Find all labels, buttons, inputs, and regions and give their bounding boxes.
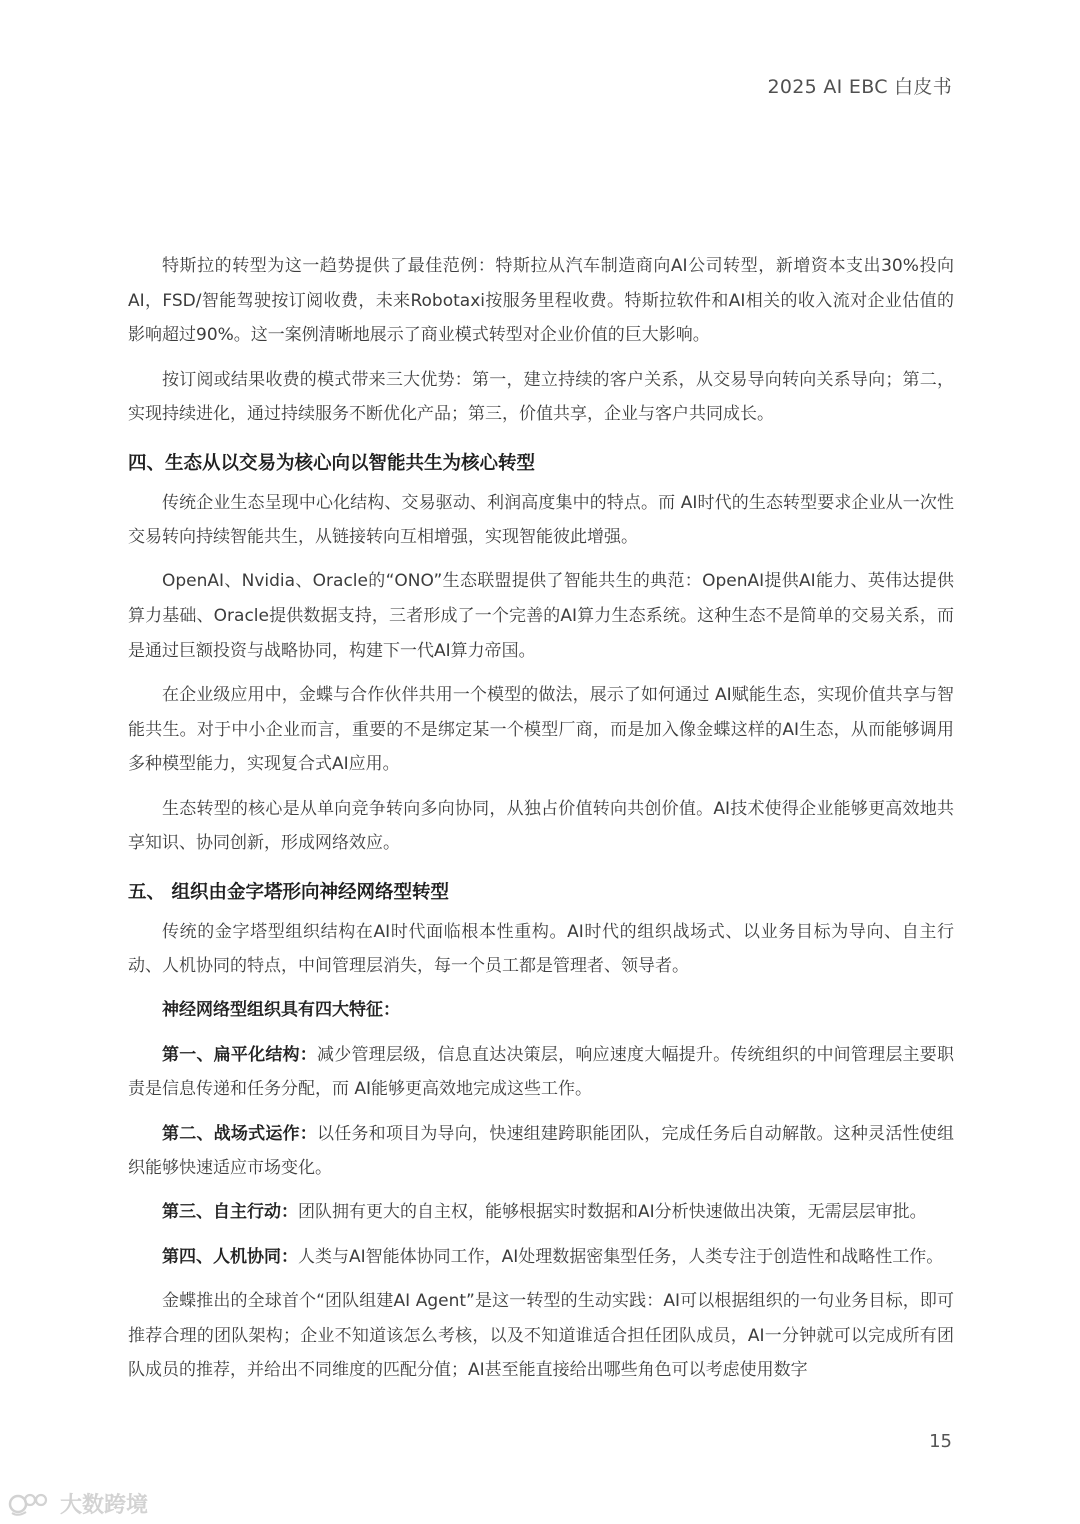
section-5-heading: 五、 组织由金字塔形向神经网络型转型 — [128, 881, 449, 903]
features-title — [128, 993, 954, 1028]
watermark-logo-icon — [8, 1491, 54, 1517]
feature-text: 团队拥有更大的自主权，能够根据实时数据和AI分析快速做出决策，无需层层审批。 — [298, 1202, 927, 1223]
paragraph-tesla: 特斯拉的转型为这一趋势提供了最佳范例：特斯拉从汽车制造商向AI公司转型，新增资本支出30%投向AI，FSD/智能驾驶按订阅收费，未来Robotaxi按服务里程收费。特斯拉软件和AI相关的收入流对企业估值的影响超过90%。这一案例清晰地展示了商业模式转型对企业价值的巨大影响。 — [128, 256, 954, 346]
section-5-closing: 金蝶推出的全球首个“团队组建AI Agent”是这一转型的生动实践：AI可以根据组织的一句业务目标，即可推荐合理的团队架构；企业不知道该怎么考核，以及不知道谁适合担任团队成员，AI一分钟就可以完成所有团队成员的推荐，并给出不同维度的匹配分值；AI甚至能直接给出哪些角色可以考虑使用数字 — [128, 1290, 954, 1381]
feature-text: 减少管理层级，信息直达决策层，响应速度大幅提升。传统组织的中间管理层主要职责是信息传递和任务分配，而 AI能够更高效地完成这些工作。 — [128, 1044, 954, 1100]
features-title-text: 神经网络型组织具有四大特征： — [162, 1000, 400, 1021]
section-4-paragraph: OpenAI、Nvidia、Oracle的“ONO”生态联盟提供了智能共生的典范：OpenAI提供AI能力、英伟达提供算力基础、Oracle提供数据支持，三者形成了一个完善的AI算力生态系统。这种生态不是简单的交易关系，而是通过巨额投资与战略协同，构建下一代AI算力帝国。 — [128, 571, 954, 661]
feature-text: 以任务和项目为导向，快速组建跨职能团队，完成任务后自动解散。这种灵活性使组织能够快速适应市场变化。 — [128, 1123, 954, 1179]
feature-lead: 第四、人机协同： — [162, 1246, 298, 1267]
feature-item — [128, 1117, 954, 1186]
watermark — [8, 1488, 148, 1519]
feature-item — [128, 1240, 954, 1275]
feature-item — [128, 1195, 954, 1230]
document-body — [128, 249, 954, 1397]
feature-lead: 第一、扁平化结构： — [162, 1044, 317, 1065]
section-4-paragraph: 在企业级应用中，金蝶与合作伙伴共用一个模型的做法，展示了如何通过 AI赋能生态，实现价值共享与智能共生。对于中小企业而言，重要的不是绑定某一个模型厂商，而是加入像金蝶这样的AI生态，从而能够调用多种模型能力，实现复合式AI应用。 — [128, 685, 954, 775]
feature-text: 人类与AI智能体协同工作，AI处理数据密集型任务，人类专注于创造性和战略性工作。 — [298, 1246, 944, 1267]
feature-lead: 第三、自主行动： — [162, 1202, 298, 1223]
feature-lead: 第二、战场式运作： — [162, 1123, 317, 1144]
section-5-intro: 传统的金字塔型组织结构在AI时代面临根本性重构。AI时代的组织战场式、以业务目标为导向、自主行动、人机协同的特点，中间管理层消失，每一个员工都是管理者、领导者。 — [128, 921, 954, 977]
section-4-paragraph: 生态转型的核心是从单向竞争转向多向协同，从独占价值转向共创价值。AI技术使得企业能够更高效地共享知识、协同创新，形成网络效应。 — [128, 798, 954, 854]
header-title: 2025 AI EBC 白皮书 — [767, 76, 952, 98]
watermark-text: 大数跨境 — [60, 1493, 149, 1518]
page-number: 15 — [929, 1431, 952, 1452]
feature-item — [128, 1038, 954, 1107]
section-4-heading: 四、生态从以交易为核心向以智能共生为核心转型 — [128, 452, 536, 474]
section-4-paragraph: 传统企业生态呈现中心化结构、交易驱动、利润高度集中的特点。而 AI时代的生态转型要求企业从一次性交易转向持续智能共生，从链接转向互相增强，实现智能彼此增强。 — [128, 492, 954, 548]
paragraph-subscription-advantages: 按订阅或结果收费的模式带来三大优势：第一，建立持续的客户关系，从交易导向转向关系导向；第二，实现持续进化，通过持续服务不断优化产品；第三，价值共享，企业与客户共同成长。 — [128, 369, 954, 425]
